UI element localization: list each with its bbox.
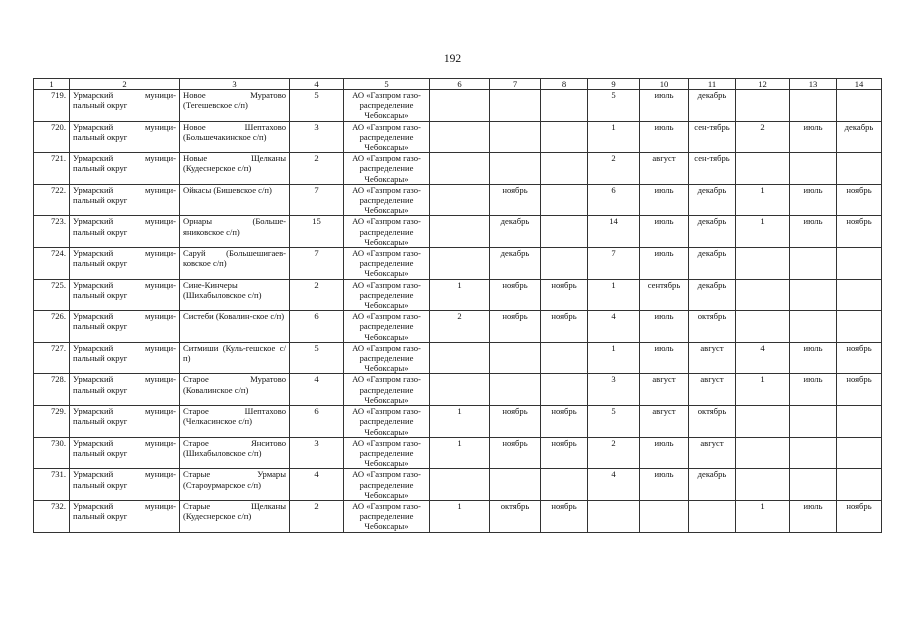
col13-cell xyxy=(790,153,837,185)
col11-cell: август xyxy=(689,374,736,406)
col10-cell: август xyxy=(640,406,689,438)
total-count-cell: 7 xyxy=(290,184,344,216)
row-number-cell: 723. xyxy=(34,216,70,248)
col12-cell: 1 xyxy=(736,374,790,406)
col10-cell: июль xyxy=(640,437,689,469)
col6-cell xyxy=(430,248,490,280)
row-number-cell: 730. xyxy=(34,437,70,469)
col12-cell xyxy=(736,279,790,311)
col12-cell xyxy=(736,406,790,438)
col11-cell: декабрь xyxy=(689,279,736,311)
col11-cell xyxy=(689,500,736,532)
total-count-cell: 2 xyxy=(290,279,344,311)
col6-cell xyxy=(430,342,490,374)
table-row xyxy=(34,184,882,216)
organization-cell: АО «Газпром газо-распределение Чебоксары» xyxy=(344,406,430,438)
total-count-cell: 3 xyxy=(290,437,344,469)
row-number-cell: 722. xyxy=(34,184,70,216)
col9-cell: 7 xyxy=(588,248,640,280)
col14-cell xyxy=(837,469,882,501)
col9-cell xyxy=(588,500,640,532)
col14-cell: ноябрь xyxy=(837,500,882,532)
col9-cell: 4 xyxy=(588,311,640,343)
table-row xyxy=(34,216,882,248)
col6-cell: 2 xyxy=(430,311,490,343)
table-row xyxy=(34,279,882,311)
total-count-cell: 2 xyxy=(290,500,344,532)
col9-cell: 5 xyxy=(588,406,640,438)
col10-cell: июль xyxy=(640,342,689,374)
table-row xyxy=(34,469,882,501)
row-number-cell: 728. xyxy=(34,374,70,406)
col8-cell xyxy=(541,216,588,248)
col11-cell: сен-тябрь xyxy=(689,153,736,185)
col6-cell: 1 xyxy=(430,279,490,311)
organization-cell: АО «Газпром газо-распределение Чебоксары» xyxy=(344,279,430,311)
col13-cell: июль xyxy=(790,216,837,248)
table-row xyxy=(34,248,882,280)
column-header: 11 xyxy=(689,79,736,90)
col14-cell xyxy=(837,90,882,122)
col13-cell: июль xyxy=(790,121,837,153)
column-header: 9 xyxy=(588,79,640,90)
col12-cell: 1 xyxy=(736,184,790,216)
row-number-cell: 721. xyxy=(34,153,70,185)
col10-cell: сентябрь xyxy=(640,279,689,311)
row-number-cell: 719. xyxy=(34,90,70,122)
col6-cell xyxy=(430,121,490,153)
col11-cell: декабрь xyxy=(689,184,736,216)
total-count-cell: 3 xyxy=(290,121,344,153)
col7-cell: декабрь xyxy=(490,216,541,248)
row-number-cell: 725. xyxy=(34,279,70,311)
column-header: 3 xyxy=(180,79,290,90)
table-row xyxy=(34,374,882,406)
col11-cell: октябрь xyxy=(689,311,736,343)
col12-cell xyxy=(736,469,790,501)
col6-cell xyxy=(430,469,490,501)
col14-cell xyxy=(837,153,882,185)
total-count-cell: 5 xyxy=(290,90,344,122)
column-header: 12 xyxy=(736,79,790,90)
total-count-cell: 7 xyxy=(290,248,344,280)
col7-cell: ноябрь xyxy=(490,406,541,438)
col13-cell: июль xyxy=(790,342,837,374)
row-number-cell: 726. xyxy=(34,311,70,343)
col11-cell: август xyxy=(689,342,736,374)
organization-cell: АО «Газпром газо-распределение Чебоксары» xyxy=(344,437,430,469)
col9-cell: 5 xyxy=(588,90,640,122)
table-row xyxy=(34,437,882,469)
settlement-cell: Старое Шептахово (Челкасинское с/п) xyxy=(180,406,290,438)
settlement-cell: Старые Урмары (Староурмарское с/п) xyxy=(180,469,290,501)
district-cell: Урмарский муници-пальный округ xyxy=(70,121,180,153)
col12-cell xyxy=(736,153,790,185)
organization-cell: АО «Газпром газо-распределение Чебоксары» xyxy=(344,153,430,185)
column-header: 13 xyxy=(790,79,837,90)
col7-cell: ноябрь xyxy=(490,311,541,343)
col8-cell: ноябрь xyxy=(541,406,588,438)
column-header: 14 xyxy=(837,79,882,90)
col8-cell xyxy=(541,374,588,406)
col7-cell: ноябрь xyxy=(490,437,541,469)
total-count-cell: 6 xyxy=(290,406,344,438)
col10-cell: июль xyxy=(640,121,689,153)
col7-cell xyxy=(490,121,541,153)
settlement-cell: Ойкасы (Бишевское с/п) xyxy=(180,184,290,216)
col6-cell xyxy=(430,153,490,185)
organization-cell: АО «Газпром газо-распределение Чебоксары» xyxy=(344,90,430,122)
settlement-cell: Новое Муратово (Тегешевское с/п) xyxy=(180,90,290,122)
col14-cell: ноябрь xyxy=(837,216,882,248)
col8-cell xyxy=(541,469,588,501)
row-number-cell: 724. xyxy=(34,248,70,280)
col7-cell xyxy=(490,469,541,501)
col9-cell: 14 xyxy=(588,216,640,248)
col10-cell: август xyxy=(640,374,689,406)
col6-cell xyxy=(430,216,490,248)
col11-cell: декабрь xyxy=(689,90,736,122)
col14-cell xyxy=(837,248,882,280)
col13-cell xyxy=(790,406,837,438)
col11-cell: декабрь xyxy=(689,248,736,280)
col9-cell: 3 xyxy=(588,374,640,406)
col12-cell xyxy=(736,248,790,280)
page-number: 192 xyxy=(443,53,462,65)
col8-cell xyxy=(541,153,588,185)
col8-cell: ноябрь xyxy=(541,500,588,532)
total-count-cell: 4 xyxy=(290,374,344,406)
col7-cell xyxy=(490,90,541,122)
col11-cell: октябрь xyxy=(689,406,736,438)
col13-cell: июль xyxy=(790,500,837,532)
row-number-cell: 731. xyxy=(34,469,70,501)
organization-cell: АО «Газпром газо-распределение Чебоксары» xyxy=(344,500,430,532)
col11-cell: август xyxy=(689,437,736,469)
district-cell: Урмарский муници-пальный округ xyxy=(70,153,180,185)
row-number-cell: 720. xyxy=(34,121,70,153)
organization-cell: АО «Газпром газо-распределение Чебоксары» xyxy=(344,374,430,406)
column-header: 1 xyxy=(34,79,70,90)
column-header: 4 xyxy=(290,79,344,90)
settlement-cell: Старые Щелканы (Кудеснерское с/п) xyxy=(180,500,290,532)
settlement-cell: Орнары (Больше-яниковское с/п) xyxy=(180,216,290,248)
col13-cell xyxy=(790,437,837,469)
col6-cell xyxy=(430,374,490,406)
col10-cell: июль xyxy=(640,248,689,280)
col13-cell xyxy=(790,90,837,122)
col10-cell: июль xyxy=(640,90,689,122)
col7-cell: октябрь xyxy=(490,500,541,532)
col6-cell xyxy=(430,184,490,216)
settlement-cell: Саруй (Большешигаев-ковское с/п) xyxy=(180,248,290,280)
table-row xyxy=(34,153,882,185)
column-number-header-row xyxy=(34,79,882,90)
col14-cell: ноябрь xyxy=(837,374,882,406)
col8-cell: ноябрь xyxy=(541,311,588,343)
col12-cell: 4 xyxy=(736,342,790,374)
col8-cell xyxy=(541,184,588,216)
col13-cell xyxy=(790,469,837,501)
col8-cell xyxy=(541,248,588,280)
col12-cell: 1 xyxy=(736,500,790,532)
col12-cell: 2 xyxy=(736,121,790,153)
col13-cell xyxy=(790,248,837,280)
col7-cell xyxy=(490,374,541,406)
col7-cell xyxy=(490,153,541,185)
district-cell: Урмарский муници-пальный округ xyxy=(70,311,180,343)
col9-cell: 1 xyxy=(588,121,640,153)
col8-cell xyxy=(541,90,588,122)
col6-cell: 1 xyxy=(430,437,490,469)
settlement-cell: Ситмиши (Куль-гешское с/п) xyxy=(180,342,290,374)
total-count-cell: 6 xyxy=(290,311,344,343)
district-cell: Урмарский муници-пальный округ xyxy=(70,342,180,374)
col8-cell: ноябрь xyxy=(541,279,588,311)
district-cell: Урмарский муници-пальный округ xyxy=(70,500,180,532)
district-cell: Урмарский муници-пальный округ xyxy=(70,248,180,280)
col7-cell xyxy=(490,342,541,374)
col10-cell: июль xyxy=(640,469,689,501)
district-cell: Урмарский муници-пальный округ xyxy=(70,279,180,311)
row-number-cell: 729. xyxy=(34,406,70,438)
column-header: 8 xyxy=(541,79,588,90)
column-header: 5 xyxy=(344,79,430,90)
col8-cell xyxy=(541,121,588,153)
col9-cell: 6 xyxy=(588,184,640,216)
total-count-cell: 5 xyxy=(290,342,344,374)
col12-cell: 1 xyxy=(736,216,790,248)
organization-cell: АО «Газпром газо-распределение Чебоксары» xyxy=(344,342,430,374)
col9-cell: 2 xyxy=(588,153,640,185)
col9-cell: 4 xyxy=(588,469,640,501)
col9-cell: 1 xyxy=(588,342,640,374)
col11-cell: декабрь xyxy=(689,469,736,501)
district-cell: Урмарский муници-пальный округ xyxy=(70,437,180,469)
table-row xyxy=(34,500,882,532)
table-row xyxy=(34,406,882,438)
col13-cell xyxy=(790,279,837,311)
table-row xyxy=(34,311,882,343)
col7-cell: декабрь xyxy=(490,248,541,280)
col14-cell xyxy=(837,279,882,311)
table-row xyxy=(34,121,882,153)
column-header: 7 xyxy=(490,79,541,90)
settlement-cell: Старое Янситово (Шихабыловское с/п) xyxy=(180,437,290,469)
organization-cell: АО «Газпром газо-распределение Чебоксары» xyxy=(344,469,430,501)
district-cell: Урмарский муници-пальный округ xyxy=(70,374,180,406)
col7-cell: ноябрь xyxy=(490,184,541,216)
settlement-cell: Старое Муратово (Ковалинское с/п) xyxy=(180,374,290,406)
settlement-cell: Сине-Кинчеры (Шихабыловское с/п) xyxy=(180,279,290,311)
col8-cell xyxy=(541,342,588,374)
col8-cell: ноябрь xyxy=(541,437,588,469)
col12-cell xyxy=(736,311,790,343)
row-number-cell: 732. xyxy=(34,500,70,532)
settlement-cell: Систеби (Ковалин-ское с/п) xyxy=(180,311,290,343)
column-header: 2 xyxy=(70,79,180,90)
col14-cell xyxy=(837,311,882,343)
col14-cell: ноябрь xyxy=(837,184,882,216)
col13-cell xyxy=(790,311,837,343)
col12-cell xyxy=(736,90,790,122)
total-count-cell: 4 xyxy=(290,469,344,501)
organization-cell: АО «Газпром газо-распределение Чебоксары» xyxy=(344,311,430,343)
col14-cell: декабрь xyxy=(837,121,882,153)
row-number-cell: 727. xyxy=(34,342,70,374)
organization-cell: АО «Газпром газо-распределение Чебоксары» xyxy=(344,216,430,248)
column-header: 6 xyxy=(430,79,490,90)
col10-cell: июль xyxy=(640,184,689,216)
district-cell: Урмарский муници-пальный округ xyxy=(70,406,180,438)
col10-cell xyxy=(640,500,689,532)
organization-cell: АО «Газпром газо-распределение Чебоксары» xyxy=(344,248,430,280)
col6-cell: 1 xyxy=(430,406,490,438)
table-row xyxy=(34,342,882,374)
col14-cell xyxy=(837,406,882,438)
col6-cell: 1 xyxy=(430,500,490,532)
col11-cell: сен-тябрь xyxy=(689,121,736,153)
col10-cell: июль xyxy=(640,216,689,248)
district-cell: Урмарский муници-пальный округ xyxy=(70,216,180,248)
district-cell: Урмарский муници-пальный округ xyxy=(70,90,180,122)
col12-cell xyxy=(736,437,790,469)
organization-cell: АО «Газпром газо-распределение Чебоксары» xyxy=(344,121,430,153)
col10-cell: август xyxy=(640,153,689,185)
total-count-cell: 15 xyxy=(290,216,344,248)
col9-cell: 1 xyxy=(588,279,640,311)
gasification-schedule-table xyxy=(33,78,882,533)
col13-cell: июль xyxy=(790,184,837,216)
column-header: 10 xyxy=(640,79,689,90)
table-row xyxy=(34,90,882,122)
organization-cell: АО «Газпром газо-распределение Чебоксары» xyxy=(344,184,430,216)
col13-cell: июль xyxy=(790,374,837,406)
total-count-cell: 2 xyxy=(290,153,344,185)
col14-cell: ноябрь xyxy=(837,342,882,374)
district-cell: Урмарский муници-пальный округ xyxy=(70,184,180,216)
col6-cell xyxy=(430,90,490,122)
col11-cell: декабрь xyxy=(689,216,736,248)
settlement-cell: Новые Щелканы (Кудеснерское с/п) xyxy=(180,153,290,185)
settlement-cell: Новое Шептахово (Большечакинское с/п) xyxy=(180,121,290,153)
col7-cell: ноябрь xyxy=(490,279,541,311)
district-cell: Урмарский муници-пальный округ xyxy=(70,469,180,501)
col14-cell xyxy=(837,437,882,469)
col9-cell: 2 xyxy=(588,437,640,469)
col10-cell: июль xyxy=(640,311,689,343)
